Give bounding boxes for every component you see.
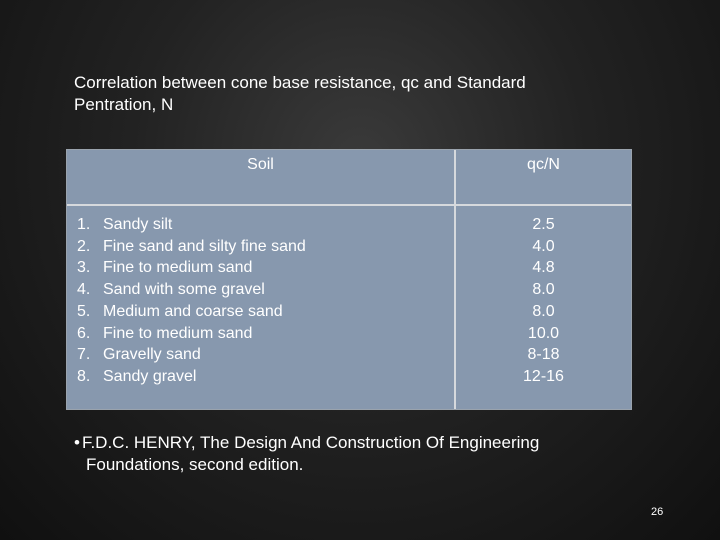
row-number: 5.	[77, 302, 91, 320]
qc-n-value: 8-18	[527, 346, 560, 364]
soil-name: Sandy silt	[103, 216, 173, 233]
slide-title-line1: Correlation between cone base resistance, qc and Standard	[74, 73, 526, 92]
row-number: 7.	[77, 346, 91, 364]
qc-n-value: 8.0	[532, 302, 555, 320]
bullet-icon: •	[74, 433, 80, 452]
list-item	[77, 323, 454, 345]
qc-n-value: 2.5	[532, 216, 555, 233]
list-item	[77, 214, 454, 236]
list-item	[77, 257, 454, 279]
soil-name: Medium and coarse sand	[103, 302, 283, 320]
correlation-table	[66, 149, 632, 410]
slide-title-line2: Pentration, N	[74, 95, 174, 114]
reference-note	[74, 432, 684, 476]
list-item	[77, 279, 454, 301]
row-number: 1.	[77, 216, 91, 233]
qc-n-value: 4.8	[532, 259, 555, 277]
row-number: 4.	[77, 281, 91, 299]
soil-name: Sand with some gravel	[103, 281, 265, 299]
qc-n-value: 12-16	[523, 367, 564, 385]
soil-list	[67, 206, 454, 388]
qc-n-value: 10.0	[527, 324, 560, 342]
list-item	[77, 236, 454, 258]
soil-name: Fine sand and silty fine sand	[103, 237, 306, 255]
row-number: 3.	[77, 259, 91, 277]
page-number: 26	[651, 506, 664, 518]
soil-column	[67, 206, 454, 409]
list-item	[77, 344, 454, 366]
row-number: 6.	[77, 324, 91, 342]
reference-line2: Foundations, second edition.	[86, 455, 304, 474]
reference-line1: F.D.C. HENRY, The Design And Construction Of Engineering	[81, 433, 540, 452]
qc-n-value: 4.0	[532, 237, 555, 255]
soil-name: Gravelly sand	[103, 346, 201, 364]
list-item	[77, 366, 454, 388]
header-soil: Soil	[67, 150, 454, 204]
list-item	[77, 301, 454, 323]
row-number: 2.	[77, 237, 91, 255]
qc-n-list	[456, 206, 631, 388]
qc-n-value: 8.0	[532, 281, 555, 299]
soil-name: Fine to medium sand	[103, 324, 253, 342]
header-qc-n: qc/N	[456, 150, 631, 204]
soil-name: Sandy gravel	[103, 367, 197, 385]
row-number: 8.	[77, 367, 91, 385]
qc-n-column	[456, 206, 631, 409]
soil-name: Fine to medium sand	[103, 259, 253, 277]
slide-title	[74, 72, 674, 116]
